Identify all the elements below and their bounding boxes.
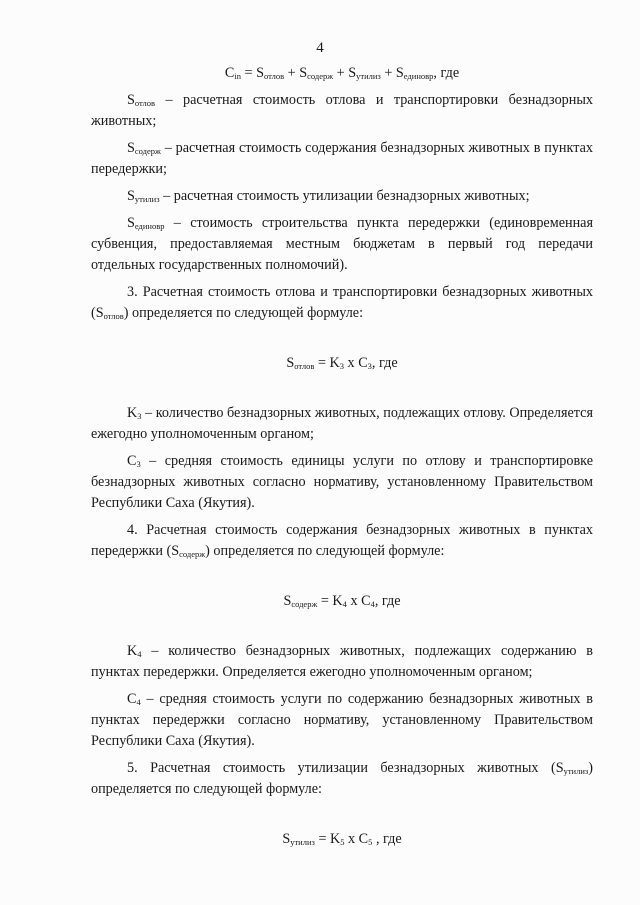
definition-c3: $C_3$ – средняя стоимость единицы услуги по отлову и транспортировке безнадзорных животных согласно нормативу, установленному Правительством Республики Саха (Якутия). [91, 453, 593, 511]
section-3-intro: 3. Расчетная стоимость отлова и транспортировки безнадзорных животных $(S_{отлов})$ определяется по следующей формуле: [91, 284, 593, 321]
definition-c4: $C_4$ – средняя стоимость услуги по содержанию безнадзорных животных в пунктах передержки согласно нормативу, установленному Правительством Республики Саха (Якутия). [91, 691, 593, 749]
definition-k4: $K_4$ – количество безнадзорных животных, подлежащих содержанию в пунктах передержки. Определяется ежегодно уполномоченным органом; [91, 643, 593, 680]
document-body [91, 63, 593, 850]
page-number: 4 [316, 40, 324, 56]
formula-s-utiliz: $S_{утилиз} = K_5$ x $C_5$ , где [282, 831, 402, 847]
section-4-intro: 4. Расчетная стоимость содержания безнадзорных животных в пунктах передержки $(S_{содерж})$ определяется по следующей формуле: [91, 522, 593, 559]
definition-s-utiliz: $S_{утилиз}$ – расчетная стоимость утилизации безнадзорных животных; [127, 188, 530, 204]
definition-s-otlov: $S_{отлов}$ – расчетная стоимость отлова и транспортировки безнадзорных животных; [91, 92, 593, 129]
formula-s-otlov: $S_{отлов} = K_3$ x $C_3$, где [286, 355, 398, 371]
formula-s-soderzh: $S_{содерж} = K_4$ x $C_4$, где [283, 593, 401, 609]
main-formula: $C_{in} = S_{отлов} + S_{содерж} + S_{утилиз} + S_{единовр}$, где [224, 65, 460, 81]
definition-k3: $K_3$ – количество безнадзорных животных, подлежащих отлову. Определяется ежегодно уполномоченным органом; [91, 405, 593, 442]
definition-s-soderzh: $S_{содерж}$ – расчетная стоимость содержания безнадзорных животных в пунктах передержки; [91, 140, 593, 177]
definition-s-edinovr: $S_{единовр}$ – стоимость строительства пункта передержки (единовременная субвенция, предоставляемая местным бюджетам в первый год передачи отдельных государственных полномочий). [91, 215, 593, 273]
section-5-intro: 5. Расчетная стоимость утилизации безнадзорных животных $(S_{утилиз})$ определяется по следующей формуле: [91, 760, 593, 797]
